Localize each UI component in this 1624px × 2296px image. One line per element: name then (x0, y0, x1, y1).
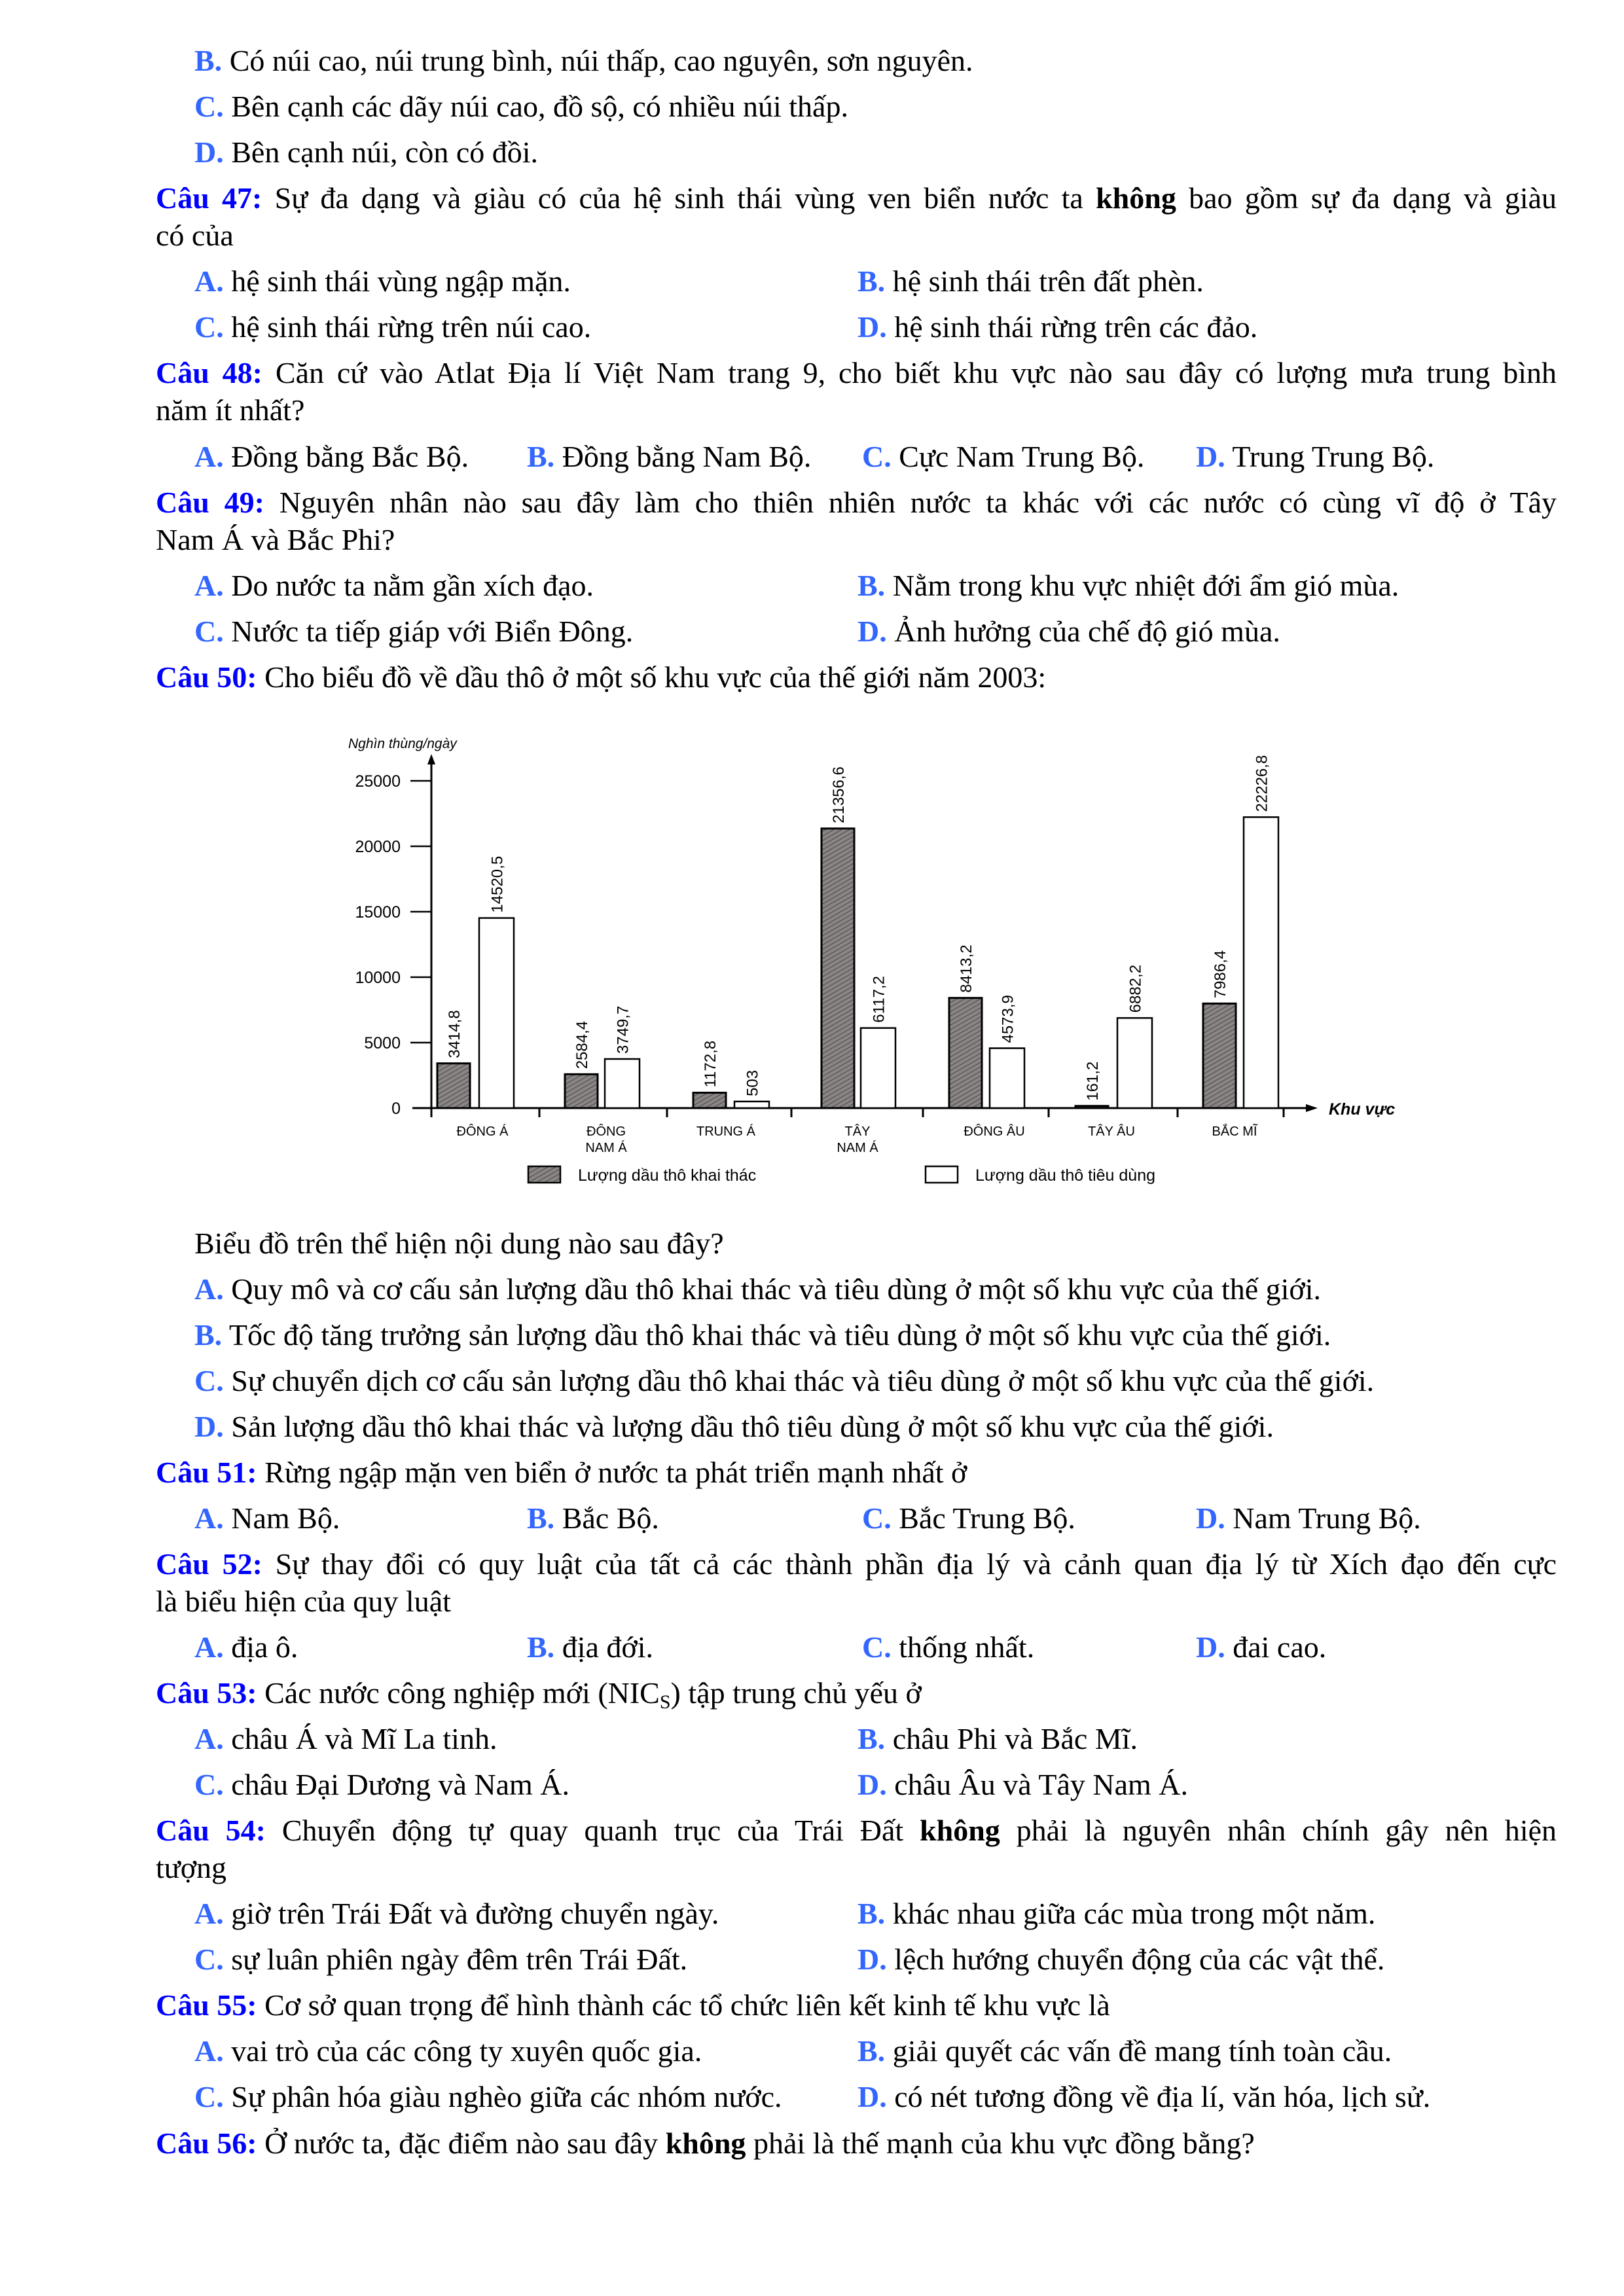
chart-legend (528, 1166, 1155, 1185)
q54-option-c (194, 1945, 687, 1975)
option-text: vai trò của các công ty xuyên quốc gia. (231, 2034, 702, 2068)
category-label: NAM Á (837, 1141, 878, 1155)
bar-value-label: 3749,7 (614, 1005, 632, 1054)
q54-option-a (194, 1899, 719, 1929)
q51-option-d (1196, 1503, 1421, 1534)
q49-option-d (857, 617, 1280, 647)
bar-extraction (693, 1093, 726, 1108)
y-axis-arrow-icon (427, 754, 435, 764)
option-text: hệ sinh thái rừng trên núi cao. (231, 310, 592, 344)
option-letter: C. (194, 90, 224, 123)
q51-stem (156, 1458, 967, 1488)
q47-option-b (857, 266, 1204, 296)
q53-option-c (194, 1770, 569, 1800)
q52-stem-line2: là biểu hiện của quy luật (156, 1585, 451, 1618)
legend-swatch-extraction (528, 1166, 560, 1183)
option-letter: A. (194, 1630, 224, 1664)
q50-option-b (194, 1320, 1331, 1350)
q53-option-b (857, 1724, 1138, 1754)
question-keyword: không (920, 1814, 1000, 1847)
x-axis-arrow-icon (1306, 1104, 1318, 1112)
bar-value-label: 161,2 (1084, 1061, 1102, 1101)
option-text: lệch hướng chuyển động của các vật thể. (894, 1943, 1385, 1976)
q50-prompt: Biểu đồ trên thể hiện nội dung nào sau đây? (194, 1227, 724, 1260)
option-letter: C. (194, 1768, 224, 1801)
question-keyword: không (665, 2126, 746, 2160)
option-text: châu Âu và Tây Nam Á. (894, 1768, 1189, 1801)
q49-stem-line2: Nam Á và Bắc Phi? (156, 523, 395, 556)
bar-value-label: 21356,6 (830, 766, 848, 823)
bar-value-label: 2584,4 (573, 1020, 591, 1069)
option-text: thống nhất. (899, 1630, 1035, 1664)
option-text: có nét tương đồng về địa lí, văn hóa, lịch sử. (894, 2080, 1431, 2113)
question-subscript: S (659, 1691, 671, 1713)
question-label: Câu 52: (156, 1547, 262, 1581)
legend-swatch-consumption (926, 1166, 958, 1183)
q52-option-b (527, 1632, 653, 1662)
option-text: Sản lượng dầu thô khai thác và lượng dầu thô tiêu dùng ở một số khu vực của thế giới. (231, 1410, 1274, 1443)
option-letter: C. (194, 310, 224, 344)
q55-option-c (194, 2082, 782, 2112)
q47-option-c (194, 312, 591, 342)
y-tick-label: 0 (391, 1100, 401, 1118)
bar-value-label: 503 (744, 1069, 762, 1096)
option-text: Tốc độ tăng trưởng sản lượng dầu thô khai thác và tiêu dùng ở một số khu vực của thế giới. (228, 1318, 1331, 1352)
option-text: giờ trên Trái Đất và đường chuyển ngày. (231, 1897, 719, 1930)
q55-option-a (194, 2036, 702, 2066)
option-letter: D. (857, 615, 887, 648)
option-text: Đồng bằng Nam Bộ. (562, 440, 812, 473)
option-text: Do nước ta nằm gần xích đạo. (231, 569, 594, 602)
option-letter: C. (194, 1364, 224, 1397)
option-letter: A. (194, 1897, 224, 1930)
option-letter: B. (527, 440, 555, 473)
bar-consumption (605, 1059, 640, 1108)
question-label: Câu 56: (156, 2126, 257, 2160)
q55-option-d (857, 2082, 1430, 2112)
question-label: Câu 50: (156, 660, 257, 694)
legend-label-consumption: Lượng dầu thô tiêu dùng (975, 1166, 1156, 1185)
bar-consumption (734, 1102, 769, 1108)
q54-stem-line1 (156, 1816, 1557, 1846)
q52-option-a (194, 1632, 298, 1662)
q54-option-d (857, 1945, 1384, 1975)
y-tick-label: 5000 (364, 1034, 401, 1052)
option-text: châu Phi và Bắc Mĩ. (892, 1722, 1138, 1755)
chart-labels (446, 755, 1271, 1155)
option-text: khác nhau giữa các mùa trong một năm. (892, 1897, 1376, 1930)
y-axis-label: Nghìn thùng/ngày (348, 736, 457, 751)
option-letter: B. (857, 2034, 886, 2068)
question-keyword: không (1096, 181, 1176, 215)
bar-value-label: 7986,4 (1212, 950, 1229, 999)
option-letter: D. (194, 135, 224, 169)
option-text: Bên cạnh các dãy núi cao, đồ sộ, có nhiều núi thấp. (231, 90, 848, 123)
y-tick-label: 10000 (355, 969, 401, 987)
q53-stem (156, 1678, 922, 1712)
option-letter: B. (527, 1630, 555, 1664)
q50-option-a (194, 1274, 1321, 1304)
option-text: địa đới. (562, 1630, 653, 1664)
question-text: Nguyên nhân nào sau đây làm cho thiên nhiên nước ta khác với các nước có cùng vĩ độ ở Tây (279, 486, 1557, 519)
question-text: Chuyển động tự quay quanh trục của Trái Đất (281, 1814, 904, 1847)
option-letter: B. (857, 569, 886, 602)
option-text: châu Đại Dương và Nam Á. (231, 1768, 570, 1801)
question-text: Rừng ngập mặn ven biển ở nước ta phát triển mạnh nhất ở (264, 1456, 967, 1489)
option-letter: B. (857, 1897, 886, 1930)
q55-option-b (857, 2036, 1392, 2066)
option-letter: D. (857, 1943, 887, 1976)
x-axis-label: Khu vực (1329, 1100, 1396, 1119)
q47-option-d (857, 312, 1257, 342)
option-letter: A. (194, 264, 224, 298)
bar-consumption (1117, 1018, 1152, 1108)
question-text: Cơ sở quan trọng để hình thành các tổ chức liên kết kinh tế khu vực là (264, 1988, 1110, 2022)
question-label: Câu 51: (156, 1456, 257, 1489)
bar-extraction (949, 998, 982, 1108)
bar-value-label: 22226,8 (1253, 755, 1271, 812)
option-letter: D. (857, 2080, 887, 2113)
question-text: Các nước công nghiệp mới (NIC (264, 1676, 660, 1710)
option-text: đai cao. (1233, 1630, 1327, 1664)
option-letter: D. (1196, 440, 1225, 473)
category-label: TÂY ÂU (1088, 1124, 1135, 1139)
bar-extraction (821, 829, 854, 1108)
option-text: Nam Bộ. (231, 1501, 340, 1535)
chart-bars (437, 817, 1278, 1108)
q49-stem-line1 (156, 488, 1557, 518)
q50-option-d (194, 1412, 1274, 1442)
option-text: Có núi cao, núi trung bình, núi thấp, cao nguyên, sơn nguyên. (229, 44, 973, 77)
q49-option-a (194, 571, 594, 601)
option-letter: C. (194, 615, 224, 648)
bar-consumption (1244, 817, 1278, 1108)
q46-option-d (194, 137, 538, 168)
option-text: Sự phân hóa giàu nghèo giữa các nhóm nước. (231, 2080, 782, 2113)
category-label: TÂY (844, 1124, 871, 1139)
q54-stem-line2: tượng (156, 1851, 227, 1884)
option-letter: A. (194, 1722, 224, 1755)
bar-consumption (479, 918, 514, 1108)
option-letter: C. (862, 440, 892, 473)
bar-value-label: 1172,8 (702, 1040, 719, 1088)
q52-option-d (1196, 1632, 1326, 1662)
question-text: Sự thay đổi có quy luật của tất cả các thành phần địa lý và cảnh quan địa lý từ Xích đạo đến cực (275, 1547, 1557, 1581)
q53-option-d (857, 1770, 1188, 1800)
q56-stem (156, 2128, 1255, 2159)
q48-option-b (527, 442, 811, 472)
option-letter: C. (194, 1943, 224, 1976)
question-label: Câu 49: (156, 486, 264, 519)
y-tick-label: 20000 (355, 838, 401, 856)
question-label: Câu 47: (156, 181, 262, 215)
q49-option-c (194, 617, 633, 647)
option-text: Bên cạnh núi, còn có đồi. (231, 135, 539, 169)
chart-axes (348, 736, 1395, 1119)
q52-stem-line1 (156, 1549, 1557, 1579)
q50-option-c (194, 1366, 1374, 1396)
option-text: Nam Trung Bộ. (1233, 1501, 1421, 1535)
bar-consumption (990, 1049, 1024, 1108)
option-text: Ảnh hưởng của chế độ gió mùa. (894, 615, 1280, 648)
option-text: Cực Nam Trung Bộ. (899, 440, 1145, 473)
category-label: ĐÔNG Á (456, 1124, 509, 1139)
option-letter: B. (194, 44, 223, 77)
q55-stem (156, 1990, 1110, 2020)
option-text: châu Á và Mĩ La tinh. (231, 1722, 497, 1755)
category-label: TRUNG Á (696, 1124, 755, 1139)
option-letter: B. (857, 264, 886, 298)
q48-option-a (194, 442, 469, 472)
option-text: Sự chuyển dịch cơ cấu sản lượng dầu thô khai thác và tiêu dùng ở một số khu vực của thế giới. (231, 1364, 1375, 1397)
question-text: phải là nguyên nhân chính gây nên hiện (1016, 1814, 1557, 1847)
option-text: Đồng bằng Bắc Bộ. (231, 440, 469, 473)
q54-option-b (857, 1899, 1375, 1929)
q48-stem-line1 (156, 358, 1557, 388)
q46-option-c (194, 92, 848, 122)
question-text: Căn cứ vào Atlat Địa lí Việt Nam trang 9, cho biết khu vực nào sau đây có lượng mưa trung bình (275, 356, 1557, 389)
question-text: phải là thế mạnh của khu vực đồng bằng? (753, 2126, 1255, 2160)
option-letter: A. (194, 2034, 224, 2068)
option-text: địa ô. (231, 1630, 298, 1664)
category-label: BẮC MĨ (1212, 1124, 1257, 1139)
option-letter: C. (862, 1630, 892, 1664)
q52-option-c (862, 1632, 1034, 1662)
q47-stem-line1 (156, 183, 1557, 213)
category-label: NAM Á (585, 1141, 627, 1155)
option-letter: B. (527, 1501, 555, 1535)
q48-option-d (1196, 442, 1434, 472)
option-letter: D. (857, 310, 887, 344)
q48-option-c (862, 442, 1144, 472)
option-letter: C. (194, 2080, 224, 2113)
q48-stem-line2: năm ít nhất? (156, 393, 305, 427)
bar-consumption (861, 1028, 895, 1108)
bar-value-label: 14520,5 (488, 855, 507, 913)
q46-option-b (194, 46, 973, 76)
q51-option-b (527, 1503, 659, 1534)
option-letter: D. (1196, 1501, 1225, 1535)
bar-extraction (1075, 1106, 1108, 1108)
q50-stem (156, 662, 1046, 692)
bar-value-label: 6117,2 (870, 976, 888, 1023)
option-letter: A. (194, 569, 224, 602)
question-text: Ở nước ta, đặc điểm nào sau đây (264, 2126, 659, 2160)
option-text: sự luân phiên ngày đêm trên Trái Đất. (231, 1943, 688, 1976)
option-letter: C. (862, 1501, 892, 1535)
question-text: Sự đa dạng và giàu có của hệ sinh thái vùng ven biển nước ta (274, 181, 1083, 215)
option-letter: D. (857, 1768, 887, 1801)
category-label: ĐÔNG (586, 1124, 626, 1139)
option-letter: D. (1196, 1630, 1225, 1664)
y-tick-label: 25000 (355, 772, 401, 791)
q51-option-a (194, 1503, 340, 1534)
bar-value-label: 6882,2 (1127, 964, 1145, 1013)
question-label: Câu 55: (156, 1988, 257, 2022)
bar-value-label: 3414,8 (446, 1010, 463, 1058)
option-letter: B. (194, 1318, 223, 1352)
option-letter: A. (194, 440, 224, 473)
q51-option-c (862, 1503, 1075, 1534)
option-text: Quy mô và cơ cấu sản lượng dầu thô khai thác và tiêu dùng ở một số khu vực của thế giới. (231, 1272, 1322, 1306)
option-text: Bắc Bộ. (562, 1501, 659, 1535)
bar-extraction (437, 1064, 470, 1108)
option-text: Nước ta tiếp giáp với Biển Đông. (231, 615, 634, 648)
option-text: Trung Trung Bộ. (1232, 440, 1435, 473)
bar-extraction (565, 1074, 598, 1108)
option-letter: B. (857, 1722, 886, 1755)
bar-extraction (1203, 1003, 1236, 1108)
question-text: Cho biểu đồ về dầu thô ở một số khu vực của thế giới năm 2003: (264, 660, 1047, 694)
option-text: hệ sinh thái rừng trên các đảo. (894, 310, 1258, 344)
question-text: ) tập trung chủ yếu ở (670, 1676, 922, 1710)
option-letter: D. (194, 1410, 224, 1443)
option-text: hệ sinh thái trên đất phèn. (892, 264, 1204, 298)
option-text: Nằm trong khu vực nhiệt đới ẩm gió mùa. (892, 569, 1399, 602)
q47-option-a (194, 266, 571, 296)
option-letter: A. (194, 1501, 224, 1535)
q47-stem-line2: có của (156, 219, 234, 252)
q49-option-b (857, 571, 1399, 601)
legend-label-extraction: Lượng dầu thô khai thác (578, 1166, 757, 1185)
question-label: Câu 53: (156, 1676, 257, 1710)
y-tick-label: 15000 (355, 903, 401, 922)
question-label: Câu 48: (156, 356, 262, 389)
question-text: bao gồm sự đa dạng và giàu (1189, 181, 1557, 215)
option-text: Bắc Trung Bộ. (899, 1501, 1075, 1535)
bar-value-label: 8413,2 (958, 944, 975, 993)
option-text: hệ sinh thái vùng ngập mặn. (231, 264, 571, 298)
category-label: ĐÔNG ÂU (964, 1124, 1025, 1139)
bar-value-label: 4573,9 (999, 995, 1017, 1043)
option-letter: A. (194, 1272, 224, 1306)
question-label: Câu 54: (156, 1814, 266, 1847)
option-text: giải quyết các vấn đề mang tính toàn cầu. (892, 2034, 1392, 2068)
q53-option-a (194, 1724, 497, 1754)
